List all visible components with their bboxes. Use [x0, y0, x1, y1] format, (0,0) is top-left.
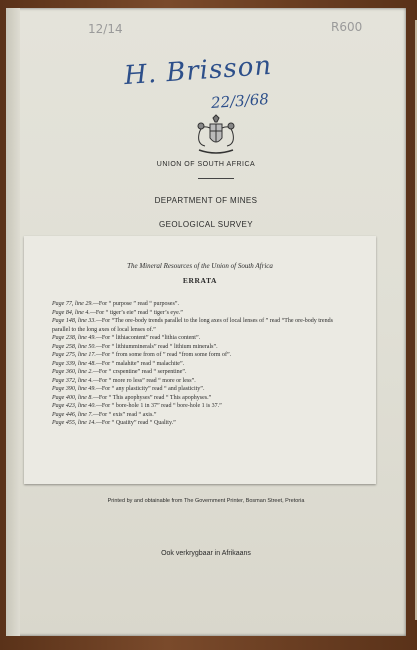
entry-page: Page 84, line 4. — [52, 309, 90, 316]
errata-entry — [52, 309, 352, 318]
errata-entry — [52, 394, 352, 403]
entry-text: —For “ from some from of ” read “from some form of”. — [95, 352, 232, 358]
pencil-note-left: 12/14 — [88, 22, 123, 36]
coat-of-arms-icon — [191, 114, 241, 156]
pencil-note-right: R600 — [331, 20, 363, 34]
errata-list — [52, 300, 352, 428]
errata-entry — [52, 300, 352, 309]
entry-text: —For “ any plasticity” read “ and plasticity”. — [95, 386, 205, 392]
entry-text: —For “ lithiumminerals” read “ lithium minerals”. — [95, 343, 218, 350]
entry-text: —For “ purpose ” read “ purposes”. — [92, 301, 179, 307]
divider — [198, 178, 234, 179]
errata-entry — [52, 368, 352, 377]
entry-page: Page 339, line 48. — [52, 360, 96, 367]
entry-page: Page 455, line 14. — [52, 420, 96, 426]
errata-entry — [52, 419, 352, 428]
entry-page: Page 275, line 17. — [52, 352, 96, 358]
printer-line: Printed by and obtainable from The Government Printer, Bosman Street, Pretoria — [107, 498, 305, 504]
errata-entry — [52, 351, 352, 360]
entry-page: Page 423, line 40. — [52, 403, 96, 409]
entry-text: —For “ malahite” read “ malachite”. — [95, 360, 185, 367]
department-label: DEPARTMENT OF MINES — [154, 196, 258, 205]
entry-text: —For “ This apophyses” read “ This apophyses.” — [92, 394, 212, 401]
entry-page: Page 360, line 2. — [52, 369, 93, 375]
entry-text: —For “ more ro less” read “ more or less”. — [92, 377, 196, 384]
spine-shadow — [6, 8, 20, 636]
entry-text: —For “ crspentine” read “ serpentine”. — [92, 369, 187, 375]
entry-page: Page 258, line 50. — [52, 343, 96, 350]
signature-date: 22/3/68 — [210, 90, 270, 112]
errata-entry — [52, 411, 352, 420]
entry-text: —For “ exis” read “ axis.” — [92, 411, 157, 418]
errata-slip — [24, 236, 376, 484]
entry-text: —For “The ore-body trends parallel to the long axes of local lenses of ” read “The ore-body trends parallel to the long axes of local lenses of.” — [52, 318, 335, 333]
errata-entry — [52, 343, 352, 352]
errata-entry — [52, 334, 352, 343]
afrikaans-note: Ook verkrygbaar in Afrikaans — [161, 550, 251, 557]
errata-entry — [52, 377, 352, 386]
entry-page: Page 400, line 8. — [52, 394, 93, 401]
entry-page: Page 148, line 33. — [52, 318, 96, 324]
errata-entry — [52, 317, 352, 334]
entry-text: —For “ tiger’s eie” read “ tiger’s eye.” — [89, 309, 183, 316]
entry-text: —For “ Quaiity” read “ Quality.” — [95, 420, 176, 426]
survey-label: GEOLOGICAL SURVEY — [159, 220, 253, 229]
book-title: The Mineral Resources of the Union of South Africa — [127, 262, 273, 270]
errata-entry — [52, 360, 352, 369]
entry-page: Page 238, line 49. — [52, 335, 96, 341]
signature: H. Brisson — [123, 50, 274, 92]
entry-page: Page 390, line 49. — [52, 386, 96, 392]
errata-heading: ERRATA — [182, 276, 218, 285]
errata-entry — [52, 402, 352, 411]
entry-text: —For “ lithiacontent” read “lithia content”. — [95, 335, 201, 341]
entry-page: Page 372, line 4. — [52, 377, 93, 384]
entry-page: Page 446, line 7. — [52, 411, 93, 418]
entry-text: —For “ bore-hole 1 in 37” read “ bore-hole 1 is 37.” — [95, 403, 222, 409]
union-label: UNION OF SOUTH AFRICA — [156, 161, 256, 168]
errata-entry — [52, 385, 352, 394]
entry-page: Page 77, line 29. — [52, 301, 93, 307]
title-page — [6, 8, 406, 636]
